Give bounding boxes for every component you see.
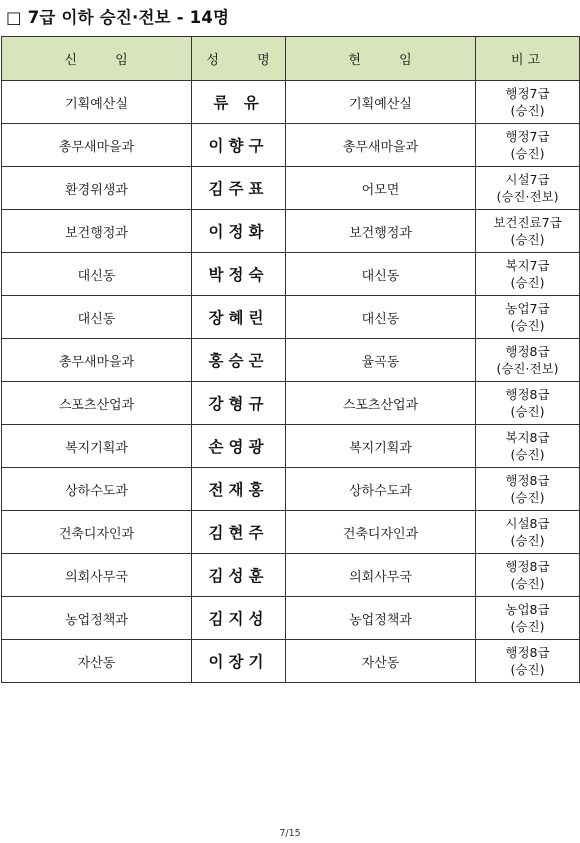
name-cell: 홍승곤 [192,339,286,382]
personnel-table [1,36,580,683]
name-cell: 김지성 [192,597,286,640]
current-post-cell: 농업정책과 [286,597,476,640]
note-grade: 행정8급 [505,344,550,359]
new-post-cell: 건축디자인과 [2,511,192,554]
note-type: (승진·전보) [496,361,559,376]
current-post-cell: 율곡동 [286,339,476,382]
note-type: (승진) [510,619,545,634]
note-grade: 시설7급 [505,172,550,187]
table-row [2,597,580,640]
note-grade: 행정8급 [505,473,550,488]
name-cell: 전재홍 [192,468,286,511]
note-type: (승진) [510,662,545,677]
note-cell [476,339,580,382]
name-cell: 김주표 [192,167,286,210]
note-cell [476,554,580,597]
new-post-cell: 대신동 [2,253,192,296]
note-cell [476,253,580,296]
name-cell: 손영광 [192,425,286,468]
header-current-post: 현 임 [286,37,476,81]
current-post-cell: 의회사무국 [286,554,476,597]
table-row [2,554,580,597]
table-row [2,210,580,253]
name-cell: 이장기 [192,640,286,683]
current-post-cell: 스포츠산업과 [286,382,476,425]
note-grade: 행정8급 [505,645,550,660]
current-post-cell: 어모면 [286,167,476,210]
note-type: (승진) [510,404,545,419]
note-cell [476,597,580,640]
name-cell: 김현주 [192,511,286,554]
table-row [2,253,580,296]
new-post-cell: 대신동 [2,296,192,339]
note-type: (승진·전보) [496,189,559,204]
name-cell: 이정화 [192,210,286,253]
note-cell [476,296,580,339]
note-cell [476,511,580,554]
note-type: (승진) [510,576,545,591]
table-row [2,468,580,511]
current-post-cell: 대신동 [286,253,476,296]
current-post-cell: 건축디자인과 [286,511,476,554]
table-row [2,81,580,124]
header-note: 비고 [476,37,580,81]
current-post-cell: 상하수도과 [286,468,476,511]
name-cell: 장혜린 [192,296,286,339]
page-title: □ 7급 이하 승진·전보 - 14명 [6,8,230,27]
header-name: 성 명 [192,37,286,81]
note-grade: 복지7급 [505,258,550,273]
note-grade: 농업7급 [505,301,550,316]
note-cell [476,382,580,425]
current-post-cell: 자산동 [286,640,476,683]
note-cell [476,81,580,124]
new-post-cell: 총무새마을과 [2,339,192,382]
new-post-cell: 복지기획과 [2,425,192,468]
note-type: (승진) [510,275,545,290]
note-type: (승진) [510,103,545,118]
table-row [2,425,580,468]
note-type: (승진) [510,447,545,462]
table-row [2,124,580,167]
note-grade: 시설8급 [505,516,550,531]
new-post-cell: 의회사무국 [2,554,192,597]
current-post-cell: 총무새마을과 [286,124,476,167]
new-post-cell: 농업정책과 [2,597,192,640]
note-cell [476,468,580,511]
note-type: (승진) [510,146,545,161]
note-type: (승진) [510,318,545,333]
note-grade: 행정7급 [505,86,550,101]
table-body [2,81,580,683]
header-new-post: 신 임 [2,37,192,81]
table-header-row [2,37,580,81]
current-post-cell: 복지기획과 [286,425,476,468]
note-type: (승진) [510,232,545,247]
name-cell: 류 유 [192,81,286,124]
table-row [2,382,580,425]
name-cell: 이향구 [192,124,286,167]
new-post-cell: 보건행정과 [2,210,192,253]
name-cell: 강형규 [192,382,286,425]
table-row [2,511,580,554]
current-post-cell: 보건행정과 [286,210,476,253]
note-grade: 복지8급 [505,430,550,445]
note-cell [476,167,580,210]
note-grade: 행정8급 [505,559,550,574]
table-row [2,640,580,683]
note-grade: 보건진료7급 [493,215,562,230]
note-grade: 농업8급 [505,602,550,617]
note-cell [476,124,580,167]
new-post-cell: 총무새마을과 [2,124,192,167]
table-row [2,167,580,210]
note-type: (승진) [510,533,545,548]
new-post-cell: 상하수도과 [2,468,192,511]
name-cell: 김성훈 [192,554,286,597]
note-type: (승진) [510,490,545,505]
current-post-cell: 기획예산실 [286,81,476,124]
table-row [2,296,580,339]
page-number: 7/15 [279,828,301,839]
note-cell [476,425,580,468]
new-post-cell: 환경위생과 [2,167,192,210]
note-grade: 행정7급 [505,129,550,144]
note-grade: 행정8급 [505,387,550,402]
table-row [2,339,580,382]
current-post-cell: 대신동 [286,296,476,339]
new-post-cell: 자산동 [2,640,192,683]
new-post-cell: 스포츠산업과 [2,382,192,425]
new-post-cell: 기획예산실 [2,81,192,124]
note-cell [476,640,580,683]
name-cell: 박정숙 [192,253,286,296]
note-cell [476,210,580,253]
